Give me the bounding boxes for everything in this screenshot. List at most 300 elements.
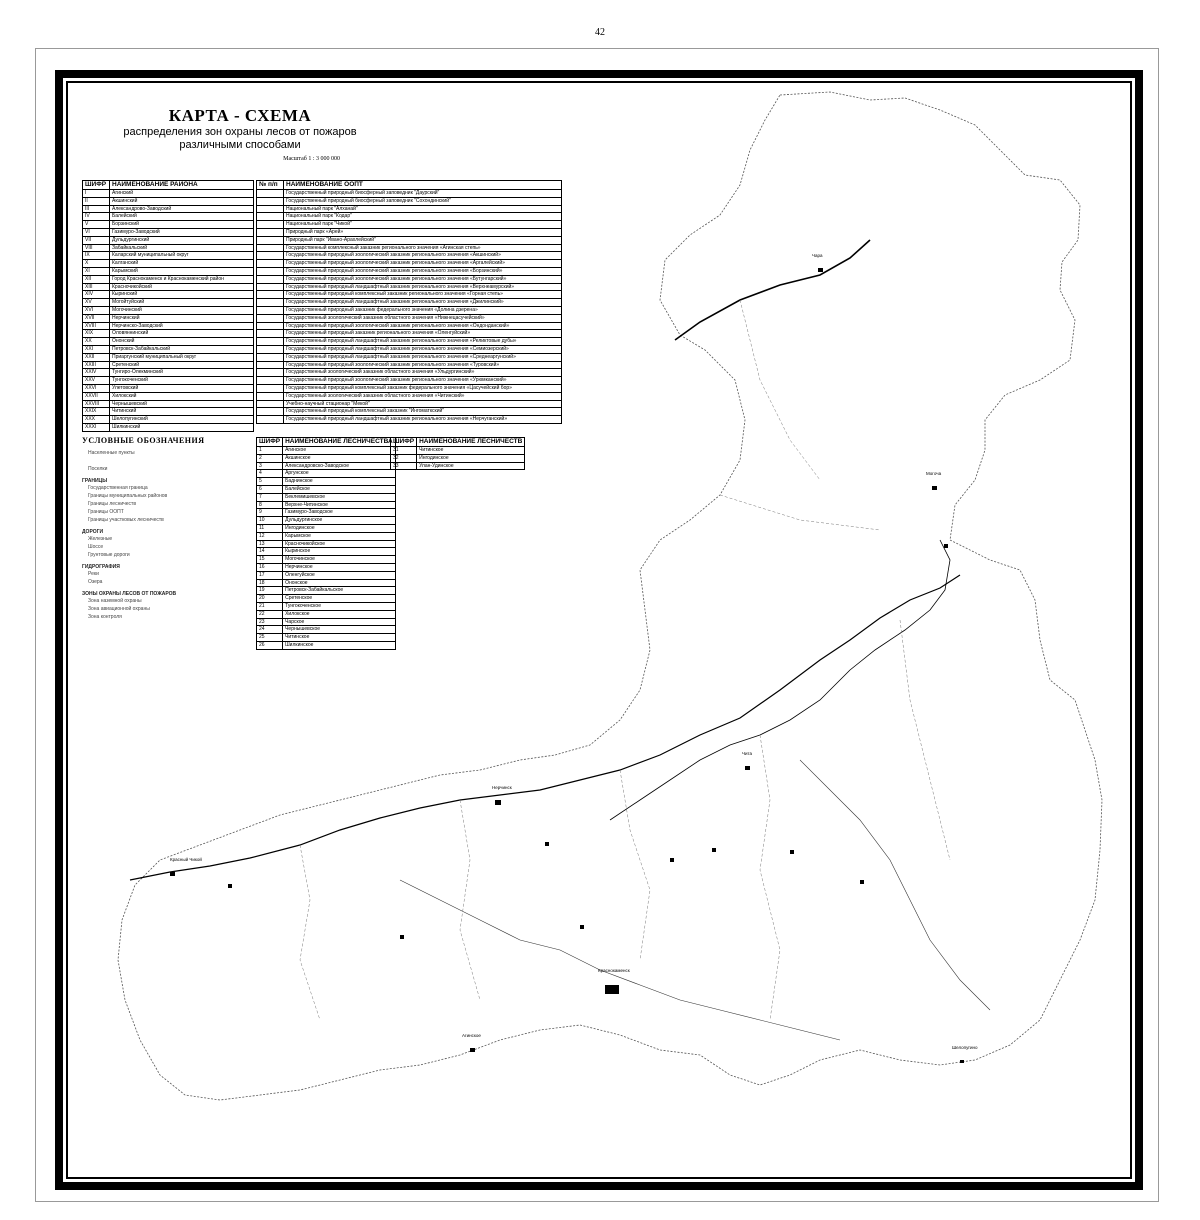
- district-code-cell: XIX: [83, 330, 110, 338]
- district-name-cell: Чернышевский: [110, 400, 254, 408]
- districts-table: [82, 180, 254, 432]
- legend-item: Железные: [88, 536, 113, 542]
- oopt-name-cell: Учебно-научный стационар "Мекой": [284, 400, 562, 408]
- district-row: [83, 283, 254, 291]
- oopt-name-cell: Государственный зоологический заказник областного значения «Нижнецасучейский»: [284, 314, 562, 322]
- forestries2-header-code: ШИФР: [391, 438, 417, 447]
- oopt-row: [257, 361, 562, 369]
- forestry-name-cell: Аргунское: [283, 470, 396, 478]
- forestry-name-cell: Хилокское: [283, 610, 396, 618]
- district-code-cell: XVII: [83, 314, 110, 322]
- oopt-code-cell: [257, 377, 284, 385]
- forestry-name-cell: Чернышевское: [283, 626, 396, 634]
- district-name-cell: Дульдургинский: [110, 236, 254, 244]
- district-code-cell: III: [83, 205, 110, 213]
- district-row: [83, 213, 254, 221]
- oopt-row: [257, 197, 562, 205]
- oopt-name-cell: Природный парк "Ивано-Арахлейский": [284, 236, 562, 244]
- place-label: Шелопугино: [952, 1045, 978, 1050]
- oopt-name-cell: Государственный природный зоологический заказник регионального значения «Туровский»: [284, 361, 562, 369]
- district-name-cell: Кыринский: [110, 291, 254, 299]
- district-code-cell: V: [83, 221, 110, 229]
- oopt-row: [257, 236, 562, 244]
- forestry-code-cell: 9: [257, 509, 283, 517]
- district-row: [83, 306, 254, 314]
- oopt-name-cell: Государственный природный ландшафтный заказник регионального значения «Джилинский»: [284, 299, 562, 307]
- district-row: [83, 221, 254, 229]
- forestry-row: [257, 602, 396, 610]
- district-code-cell: XIV: [83, 291, 110, 299]
- districts-header-name: НАИМЕНОВАНИЕ РАЙОНА: [110, 181, 254, 190]
- district-name-cell: Ононский: [110, 338, 254, 346]
- oopt-row: [257, 205, 562, 213]
- district-row: [83, 408, 254, 416]
- river-south: [400, 880, 840, 1040]
- forestry-code-cell: 23: [257, 618, 283, 626]
- oopt-code-cell: [257, 213, 284, 221]
- district-code-cell: XII: [83, 275, 110, 283]
- oopt-name-cell: Государственный природный зоологический заказник регионального значения «Ондонданский»: [284, 322, 562, 330]
- legend-item: Зона авиационной охраны: [88, 606, 150, 612]
- oopt-name-cell: Государственный комплексный заказник регионального значения «Агинская степь»: [284, 244, 562, 252]
- forestry-name-cell: Баднинское: [283, 478, 396, 486]
- forestry-name-cell: Петровск-Забайкальское: [283, 587, 396, 595]
- oopt-row: [257, 275, 562, 283]
- forestry-code-cell: 6: [257, 485, 283, 493]
- forestry-name-cell: Дульдургинское: [283, 517, 396, 525]
- oopt-code-cell: [257, 197, 284, 205]
- oopt-row: [257, 306, 562, 314]
- oopt-name-cell: Государственный природный заказник федерального значения «Долина дзерена»: [284, 306, 562, 314]
- oopt-code-cell: [257, 408, 284, 416]
- district-row: [83, 423, 254, 431]
- district-row: [83, 267, 254, 275]
- oopt-name-cell: Национальный парк "Кодар": [284, 213, 562, 221]
- forestry-row: [257, 532, 396, 540]
- forestry-code-cell: 13: [257, 540, 283, 548]
- forestries2-header-name: НАИМЕНОВАНИЕ ЛЕСНИЧЕСТВ: [417, 438, 525, 447]
- oopt-code-cell: [257, 416, 284, 424]
- district-code-cell: XX: [83, 338, 110, 346]
- district-name-cell: Шелопугинский: [110, 416, 254, 424]
- forestry-code-cell: 1: [257, 447, 283, 455]
- district-code-cell: XXV: [83, 377, 110, 385]
- district-row: [83, 291, 254, 299]
- district-code-cell: XXI: [83, 345, 110, 353]
- district-name-cell: Нерчинский: [110, 314, 254, 322]
- oopt-row: [257, 322, 562, 330]
- oopt-row: [257, 260, 562, 268]
- forestry-row: [257, 517, 396, 525]
- district-code-cell: VIII: [83, 244, 110, 252]
- district-name-cell: Борзинский: [110, 221, 254, 229]
- oopt-name-cell: Государственный зоологический заказник областного значения «Читинский»: [284, 392, 562, 400]
- forestry-name-cell: Чарское: [283, 618, 396, 626]
- oopt-row: [257, 291, 562, 299]
- district-name-cell: Читинский: [110, 408, 254, 416]
- legend-item: Границы муниципальных районов: [88, 493, 168, 499]
- oopt-name-cell: Государственный природный биосферный заповедник "Даурский": [284, 190, 562, 198]
- forestry-code-cell: 14: [257, 548, 283, 556]
- oopt-name-cell: Государственный природный ландшафтный заказник регионального значения «Среднеаргунский»: [284, 353, 562, 361]
- map-title-block: [100, 106, 380, 162]
- forestry-name-cell: Сретенское: [283, 595, 396, 603]
- forestry-code-cell: 26: [257, 641, 283, 649]
- map-title: КАРТА - СХЕМА: [168, 106, 312, 125]
- oopt-code-cell: [257, 283, 284, 291]
- district-name-cell: Акшинский: [110, 197, 254, 205]
- district-name-cell: Карымский: [110, 267, 254, 275]
- legend-title: УСЛОВНЫЕ ОБОЗНАЧЕНИЯ: [82, 436, 205, 445]
- forestry-code-cell: 19: [257, 587, 283, 595]
- district-row: [83, 228, 254, 236]
- district-code-cell: XXXI: [83, 423, 110, 431]
- oopt-name-cell: Государственный природный комплексный заказник регионального значения «Горная степь»: [284, 291, 562, 299]
- forestry-row: [257, 626, 396, 634]
- oopt-name-cell: Государственный природный зоологический заказник регионального значения «Аргалейский»: [284, 260, 562, 268]
- district-code-cell: VI: [83, 228, 110, 236]
- forestry-name-cell: Акшинское: [283, 454, 396, 462]
- oopt-row: [257, 283, 562, 291]
- oopt-code-cell: [257, 400, 284, 408]
- place-label: Чара: [812, 253, 823, 258]
- oopt-code-cell: [257, 228, 284, 236]
- forestry-row: [257, 447, 396, 455]
- district-code-cell: XIII: [83, 283, 110, 291]
- district-name-cell: Приаргунский муниципальный округ: [110, 353, 254, 361]
- legend-item: Населенные пункты: [88, 450, 135, 456]
- forestry-row: [257, 454, 396, 462]
- forestry-code-cell: 18: [257, 579, 283, 587]
- legend-item: Границы участковых лесничеств: [88, 517, 164, 523]
- legend-item: Озера: [88, 579, 103, 585]
- district-row: [83, 416, 254, 424]
- oopt-name-cell: Национальный парк "Чикой": [284, 221, 562, 229]
- forestry-name-cell: Александровско-Заводское: [283, 462, 396, 470]
- northern-road: [675, 240, 870, 340]
- forestry-row: [391, 447, 525, 455]
- oopt-name-cell: Государственный природный зоологический заказник регионального значения «Борзинский»: [284, 267, 562, 275]
- forestry-name-cell: Оленгуйское: [283, 571, 396, 579]
- district-name-cell: Красночикойский: [110, 283, 254, 291]
- forestry-name-cell: Нерчинское: [283, 563, 396, 571]
- district-name-cell: Балейский: [110, 213, 254, 221]
- oopt-code-cell: [257, 306, 284, 314]
- district-code-cell: XXVIII: [83, 400, 110, 408]
- place-label: Краснокаменск: [598, 968, 630, 973]
- forestries1-header-name: НАИМЕНОВАНИЕ ЛЕСНИЧЕСТВА: [283, 438, 396, 447]
- district-row: [83, 369, 254, 377]
- oopt-code-cell: [257, 236, 284, 244]
- oopt-row: [257, 228, 562, 236]
- forestry-name-cell: Карымское: [283, 532, 396, 540]
- legend-group-heading: ЗОНЫ ОХРАНЫ ЛЕСОВ ОТ ПОЖАРОВ: [82, 591, 177, 597]
- oopt-name-cell: Государственный природный заказник регионального значения «Оленгуйский»: [284, 330, 562, 338]
- oopt-code-cell: [257, 205, 284, 213]
- district-name-cell: Агинский: [110, 190, 254, 198]
- oopt-name-cell: Государственный природный биосферный заповедник "Сохондинский": [284, 197, 562, 205]
- forestry-row: [257, 641, 396, 649]
- district-code-cell: I: [83, 190, 110, 198]
- legend-item: Шоссе: [88, 544, 104, 550]
- forestry-row: [257, 470, 396, 478]
- oopt-name-cell: Государственный природный ландшафтный заказник регионального значения «Реликтовые дубы»: [284, 338, 562, 346]
- oopt-row: [257, 213, 562, 221]
- district-row: [83, 345, 254, 353]
- forestry-code-cell: 31: [391, 447, 417, 455]
- forestry-code-cell: 7: [257, 493, 283, 501]
- forestry-code-cell: 4: [257, 470, 283, 478]
- district-name-cell: Тунгокоченский: [110, 377, 254, 385]
- forestry-code-cell: 5: [257, 478, 283, 486]
- oopt-code-cell: [257, 369, 284, 377]
- district-code-cell: XV: [83, 299, 110, 307]
- legend-item: Границы лесничеств: [88, 501, 136, 507]
- oopt-code-cell: [257, 384, 284, 392]
- district-code-cell: XVI: [83, 306, 110, 314]
- district-code-cell: XXVI: [83, 384, 110, 392]
- district-row: [83, 353, 254, 361]
- legend-item: Грунтовые дороги: [88, 552, 130, 558]
- forestry-name-cell: Шилкинское: [283, 641, 396, 649]
- forestry-name-cell: Ингодинское: [283, 524, 396, 532]
- oopt-header-name: НАИМЕНОВАНИЕ ООПТ: [284, 181, 562, 190]
- district-name-cell: Сретенский: [110, 361, 254, 369]
- oopt-code-cell: [257, 260, 284, 268]
- oopt-row: [257, 244, 562, 252]
- forestry-row: [257, 563, 396, 571]
- oopt-name-cell: Природный парк «Арей»: [284, 228, 562, 236]
- district-name-cell: Оловяннинский: [110, 330, 254, 338]
- district-row: [83, 384, 254, 392]
- forestry-code-cell: 8: [257, 501, 283, 509]
- forestry-name-cell: Читинское: [417, 447, 525, 455]
- forestry-name-cell: Красночикойское: [283, 540, 396, 548]
- district-name-cell: Александрово-Заводский: [110, 205, 254, 213]
- district-row: [83, 197, 254, 205]
- oopt-row: [257, 353, 562, 361]
- forestry-row: [257, 548, 396, 556]
- forestry-code-cell: 16: [257, 563, 283, 571]
- place-label: Чита: [742, 751, 753, 756]
- district-code-cell: IX: [83, 252, 110, 260]
- district-name-cell: Могойтуйский: [110, 299, 254, 307]
- oopt-name-cell: Государственный природный комплексный заказник федерального значения «Цасучейский бор»: [284, 384, 562, 392]
- forestry-row: [257, 579, 396, 587]
- district-name-cell: Хилокский: [110, 392, 254, 400]
- forestry-row: [257, 618, 396, 626]
- oopt-code-cell: [257, 338, 284, 346]
- forestry-code-cell: 22: [257, 610, 283, 618]
- place-label: Могоча: [926, 471, 942, 476]
- forestry-name-cell: Беклемишевское: [283, 493, 396, 501]
- place-label: Нерчинск: [492, 785, 512, 790]
- forestry-name-cell: Верхне-Читинское: [283, 501, 396, 509]
- district-name-cell: Тунгиро-Олекминский: [110, 369, 254, 377]
- oopt-row: [257, 314, 562, 322]
- oopt-name-cell: Государственный природный ландшафтный заказник регионального значения «Нерчуганский»: [284, 416, 562, 424]
- oopt-row: [257, 252, 562, 260]
- forestry-name-cell: Ингодинское: [417, 454, 525, 462]
- forestry-code-cell: 3: [257, 462, 283, 470]
- forestry-code-cell: 21: [257, 602, 283, 610]
- oopt-code-cell: [257, 392, 284, 400]
- districts-header-code: ШИФР: [83, 181, 110, 190]
- map-subtitle-line2: различными способами: [179, 139, 301, 151]
- forestry-name-cell: Улан-Удинское: [417, 462, 525, 470]
- oopt-row: [257, 221, 562, 229]
- forestry-name-cell: Газимуро-Заводское: [283, 509, 396, 517]
- district-row: [83, 252, 254, 260]
- district-code-cell: XXX: [83, 416, 110, 424]
- forestry-row: [391, 462, 525, 470]
- legend-item: [88, 457, 257, 465]
- forestry-row: [257, 571, 396, 579]
- district-row: [83, 314, 254, 322]
- oopt-row: [257, 384, 562, 392]
- district-row: [83, 338, 254, 346]
- oopt-name-cell: Государственный природный зоологический заказник регионального значения «Акшинский»: [284, 252, 562, 260]
- forestry-row: [257, 478, 396, 486]
- legend-group-heading: ДОРОГИ: [82, 529, 104, 535]
- forestry-row: [257, 540, 396, 548]
- oopt-row: [257, 338, 562, 346]
- oopt-row: [257, 190, 562, 198]
- place-label: Агинское: [462, 1033, 481, 1038]
- district-name-cell: Улетовский: [110, 384, 254, 392]
- forestry-row: [257, 501, 396, 509]
- forestry-code-cell: 25: [257, 634, 283, 642]
- oopt-code-cell: [257, 221, 284, 229]
- place-label: Красный Чикой: [170, 857, 202, 862]
- oopt-row: [257, 299, 562, 307]
- district-row: [83, 260, 254, 268]
- district-row: [83, 275, 254, 283]
- oopt-code-cell: [257, 244, 284, 252]
- forestry-name-cell: Могочинское: [283, 556, 396, 564]
- forestry-row: [257, 587, 396, 595]
- district-code-cell: XXIV: [83, 369, 110, 377]
- district-name-cell: Газимуро-Заводский: [110, 228, 254, 236]
- legend-item: Государственная граница: [88, 485, 148, 491]
- forestry-code-cell: 17: [257, 571, 283, 579]
- oopt-code-cell: [257, 267, 284, 275]
- district-row: [83, 205, 254, 213]
- legend-item: Границы ООПТ: [88, 509, 124, 515]
- oopt-name-cell: Государственный природный зоологический заказник регионального значения «Бутунгарский»: [284, 275, 562, 283]
- district-code-cell: XI: [83, 267, 110, 275]
- district-row: [83, 361, 254, 369]
- page-number: 42: [595, 27, 605, 38]
- district-name-cell: Город Краснокаменск и Краснокаменский район: [110, 275, 254, 283]
- forestry-code-cell: 12: [257, 532, 283, 540]
- forestry-name-cell: Тунгокоченское: [283, 602, 396, 610]
- forestry-code-cell: 15: [257, 556, 283, 564]
- oopt-name-cell: Государственный зоологический заказник областного значения «Ульдургинский»: [284, 369, 562, 377]
- oopt-header-number: № п/п: [257, 181, 284, 190]
- oopt-table: [256, 180, 562, 424]
- oopt-row: [257, 369, 562, 377]
- forestry-name-cell: Ононское: [283, 579, 396, 587]
- oopt-name-cell: Национальный парк "Алханай": [284, 205, 562, 213]
- forestry-code-cell: 11: [257, 524, 283, 532]
- legend-item: Зона контроля: [88, 614, 122, 620]
- oopt-row: [257, 392, 562, 400]
- district-row: [83, 400, 254, 408]
- district-row: [83, 236, 254, 244]
- district-row: [83, 299, 254, 307]
- oopt-row: [257, 377, 562, 385]
- forestry-row: [391, 454, 525, 462]
- forestry-row: [257, 634, 396, 642]
- oopt-row: [257, 400, 562, 408]
- oopt-row: [257, 267, 562, 275]
- district-code-cell: XXIX: [83, 408, 110, 416]
- district-name-cell: Каларский муниципальный округ: [110, 252, 254, 260]
- map-subtitle-line1: распределения зон охраны лесов от пожаров: [123, 126, 357, 138]
- oopt-name-cell: Государственный природный зоологический заказник регионального значения «Урюмканский»: [284, 377, 562, 385]
- oopt-name-cell: Государственный природный комплексный заказник "Ингоматкский": [284, 408, 562, 416]
- map-scale: Масштаб 1 : 3 000 000: [283, 156, 340, 162]
- legend-item: Реки: [88, 571, 99, 577]
- district-row: [83, 392, 254, 400]
- district-code-cell: VII: [83, 236, 110, 244]
- district-code-cell: X: [83, 260, 110, 268]
- district-row: [83, 244, 254, 252]
- forestry-code-cell: 33: [391, 462, 417, 470]
- oopt-name-cell: Государственный природный ландшафтный заказник регионального значения «Верхнеамурский»: [284, 283, 562, 291]
- oopt-code-cell: [257, 275, 284, 283]
- forestry-row: [257, 509, 396, 517]
- forestry-code-cell: 2: [257, 454, 283, 462]
- forestry-code-cell: 32: [391, 454, 417, 462]
- oopt-code-cell: [257, 252, 284, 260]
- district-code-cell: IV: [83, 213, 110, 221]
- map-legend: [82, 436, 257, 621]
- district-name-cell: Петровск-Забайкальский: [110, 345, 254, 353]
- legend-group-heading: ГИДРОГРАФИЯ: [82, 564, 120, 570]
- oopt-row: [257, 416, 562, 424]
- forestry-name-cell: Кыринское: [283, 548, 396, 556]
- legend-group-heading: ГРАНИЦЫ: [82, 478, 108, 484]
- oopt-code-cell: [257, 353, 284, 361]
- oopt-name-cell: Государственный природный ландшафтный заказник регионального значения «Семиозерский»: [284, 345, 562, 353]
- oopt-code-cell: [257, 361, 284, 369]
- district-name-cell: Забайкальский: [110, 244, 254, 252]
- oopt-row: [257, 345, 562, 353]
- legend-item: Поселки: [88, 466, 108, 472]
- district-code-cell: XVIII: [83, 322, 110, 330]
- forestry-row: [257, 524, 396, 532]
- district-row: [83, 190, 254, 198]
- forestry-row: [257, 462, 396, 470]
- oopt-code-cell: [257, 291, 284, 299]
- oopt-code-cell: [257, 314, 284, 322]
- district-row: [83, 330, 254, 338]
- forestry-code-cell: 20: [257, 595, 283, 603]
- oopt-code-cell: [257, 190, 284, 198]
- district-name-cell: Нерчинско-Заводский: [110, 322, 254, 330]
- forestry-row: [257, 485, 396, 493]
- forestry-name-cell: Агинское: [283, 447, 396, 455]
- oopt-row: [257, 408, 562, 416]
- river-east: [800, 760, 990, 1010]
- district-row: [83, 377, 254, 385]
- forestry-name-cell: Балейское: [283, 485, 396, 493]
- forestry-row: [257, 493, 396, 501]
- oopt-row: [257, 330, 562, 338]
- district-name-cell: Калганский: [110, 260, 254, 268]
